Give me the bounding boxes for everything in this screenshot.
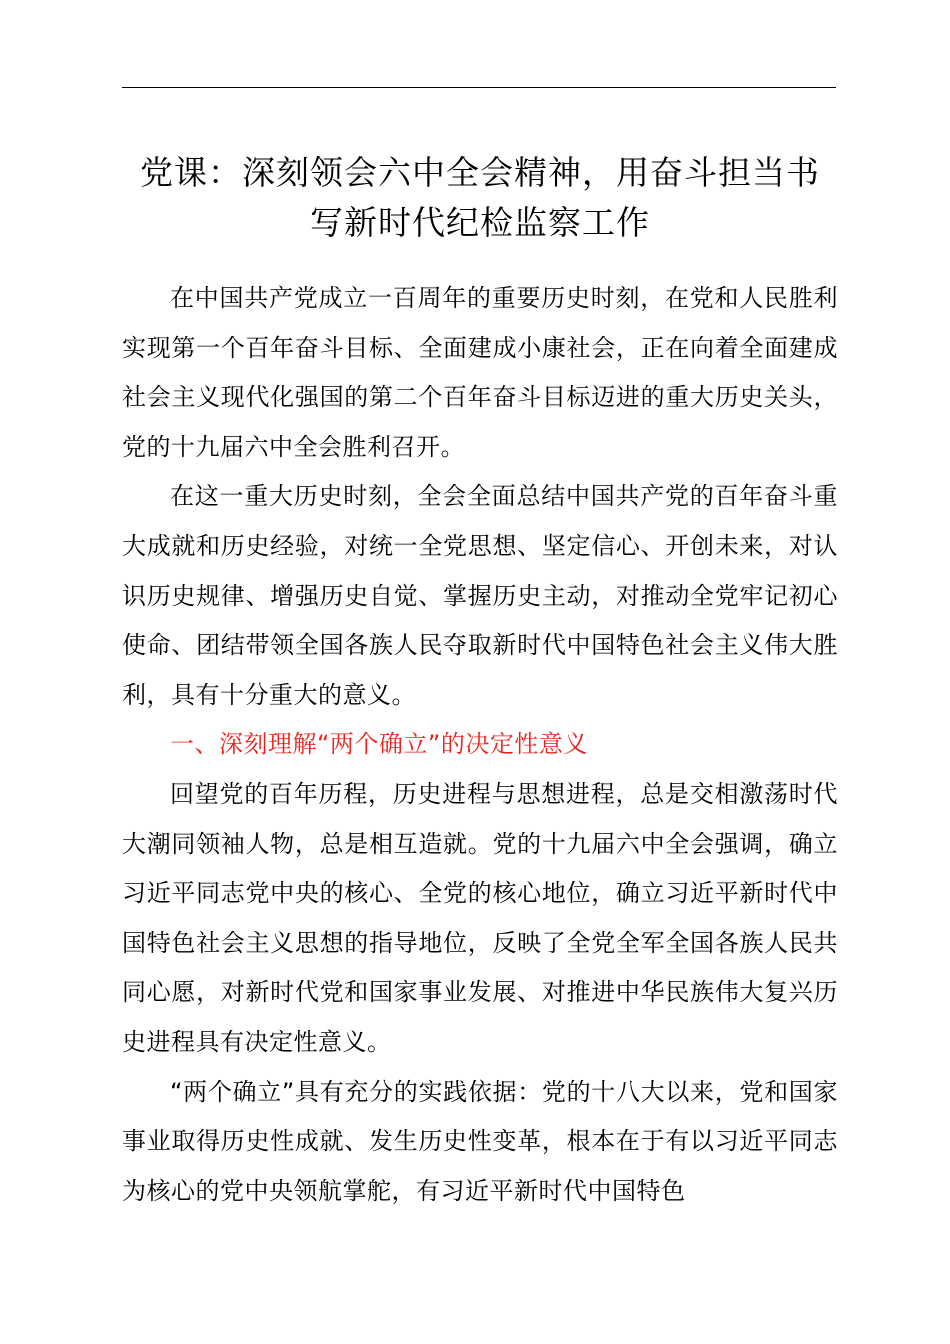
title-line-1: 党课：深刻领会六中全会精神，用奋斗担当书 <box>140 153 820 192</box>
paragraph-3: 回望党的百年历程，历史进程与思想进程，总是交相激荡时代大潮同领袖人物，总是相互造就。党的十九届六中全会强调，确立习近平同志党中央的核心、全党的核心地位，确立习近平新时代中国特色社会主义思想的指导地位，反映了全党全军全国各族人民共同心愿，对新时代党和国家事业发展、对推进中华民族伟大复兴历史进程具有决定性意义。 <box>122 779 838 1056</box>
section-heading: 一、深刻理解“两个确立”的决定性意义 <box>170 730 588 759</box>
title-line-2: 写新时代纪检监察工作 <box>310 203 650 242</box>
document-body <box>122 274 838 1216</box>
paragraph-1: 在中国共产党成立一百周年的重要历史时刻，在党和人民胜利实现第一个百年奋斗目标、全面建成小康社会，正在向着全面建成社会主义现代化强国的第二个百年奋斗目标迈进的重大历史关头，党的十九届六中全会胜利召开。 <box>122 284 838 461</box>
paragraph-4: “两个确立”具有充分的实践依据：党的十八大以来，党和国家事业取得历史性成就、发生历史性变革，根本在于有以习近平同志为核心的党中央领航掌舵，有习近平新时代中国特色 <box>122 1077 838 1205</box>
document-title <box>110 148 850 248</box>
paragraph-2: 在这一重大历史时刻，全会全面总结中国共产党的百年奋斗重大成就和历史经验，对统一全党思想、坚定信心、开创未来，对认识历史规律、增强历史自觉、掌握历史主动，对推动全党牢记初心使命、团结带领全国各族人民夺取新时代中国特色社会主义伟大胜利，具有十分重大的意义。 <box>122 482 838 709</box>
header-rule <box>122 87 836 88</box>
